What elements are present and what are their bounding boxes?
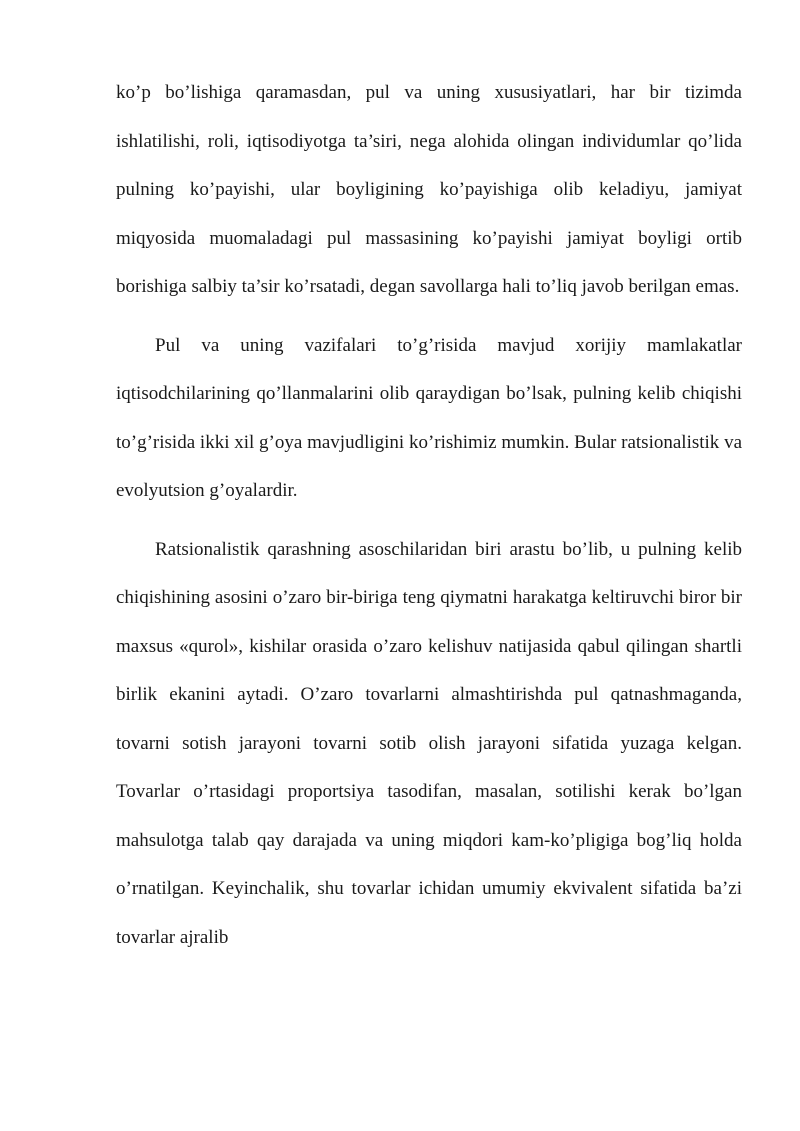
paragraph-rationalist-view: Ratsionalistik qarashning asoschilaridan biri arastu bo’lib, u pulning kelib chiqishining asosini o’zaro bir-biriga teng qiymatni harakatga keltiruvchi biror bir maxsus «qurol», kishilar orasida o’zaro kelishuv natijasida qabul qilingan shartli birlik ekanini aytadi. O’zaro tovarlarni almashtirishda pul qatnashmaganda, tovarni sotish jarayoni tovarni sotib olish jarayoni sifatida yuzaga kelgan. Tovarlar o’rtasidagi proportsiya tasodifan, masalan, sotilishi kerak bo’lgan mahsulotga talab qay darajada va uning miqdori kam-ko’pligiga bog’liq holda o’rnatilgan. Keyinchalik, shu tovarlar ichidan umumiy ekvivalent sifatida ba’zi tovarlar ajralib	[116, 538, 742, 948]
paragraph-continuation: ko’p bo’lishiga qaramasdan, pul va uning xususiyatlari, har bir tizimda ishlatilishi, roli, iqtisodiyotga ta’siri, nega alohida olingan individumlar qo’lida pulning ko’payishi, ular boyligining ko’payishiga olib keladiyu, jamiyat miqyosida muomaladagi pul massasining ko’payishi jamiyat boyligi ortib borishiga salbiy ta’sir ko’rsatadi, degan savollarga hali to’liq javob berilgan emas.	[116, 82, 742, 297]
paragraph-money-origin-ideas: Pul va uning vazifalari to’g’risida mavjud xorijiy mamlakatlar iqtisodchilarining qo’llanmalarini olib qaraydigan bo’lsak, pulning kelib chiqishi to’g’risida ikki xil g’oya mavjudligini ko’rishimiz mumkin. Bular ratsionalistik va evolyutsion g’oyalardir.	[116, 334, 742, 501]
document-body	[116, 69, 742, 962]
